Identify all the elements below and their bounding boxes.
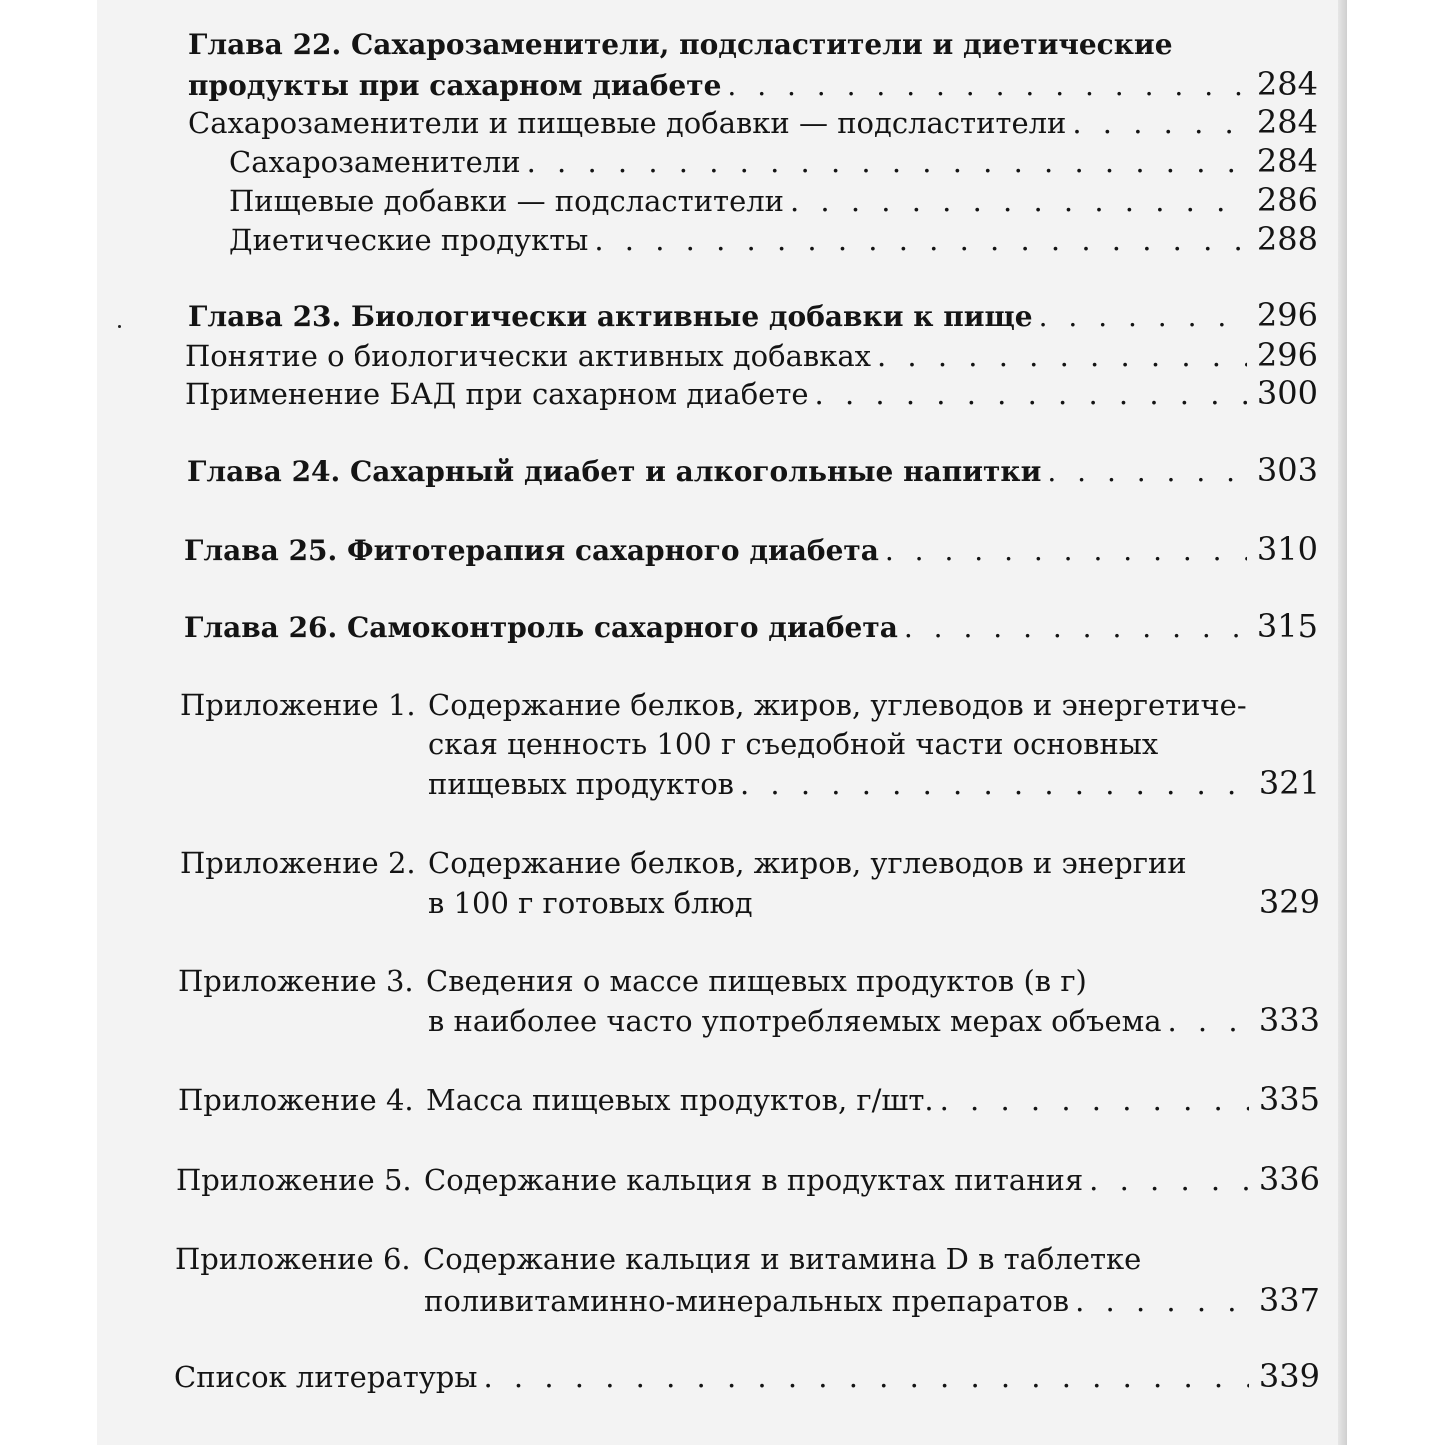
page-number: 296: [1256, 336, 1318, 374]
leader-dots: [904, 610, 1247, 646]
leader-dots: [1039, 299, 1247, 335]
entry-text: Содержание кальция и витамина D в таблетке: [423, 1242, 1142, 1276]
toc-appendix-3-line1: [178, 963, 1320, 999]
page-number: 337: [1258, 1281, 1320, 1319]
leader-dots: [1075, 1283, 1249, 1319]
toc-ch22-section: [188, 104, 1318, 141]
entry-text: Содержание кальция в продуктах питания: [424, 1163, 1084, 1197]
entry-text: Список литературы: [174, 1360, 478, 1394]
leader-dots: [594, 222, 1247, 258]
toc-appendix-1-line2: [428, 726, 1320, 762]
leader-dots: [727, 68, 1247, 104]
entry-text: Глава 23. Биологически активные добавки к пище: [188, 300, 1033, 333]
leader-dots: [790, 183, 1247, 219]
entry-text: Сахарозаменители: [229, 145, 521, 179]
toc-appendix-4: [178, 1081, 1320, 1118]
appendix-label: Приложение 4.: [178, 1083, 414, 1117]
appendix-label: Приложение 5.: [176, 1163, 412, 1197]
toc-ch22-subsection-2: [229, 182, 1318, 219]
entry-text: в наиболее часто употребляемых мерах объема: [428, 1004, 1162, 1038]
toc-appendix-2-line1: [180, 845, 1320, 881]
entry-text: Пищевые добавки — подсластители: [229, 184, 784, 218]
toc-references: [174, 1358, 1320, 1395]
toc-appendix-1-line3: [428, 765, 1320, 802]
leader-dots: [527, 144, 1247, 180]
entry-text: Глава 26. Самоконтроль сахарного диабета: [184, 611, 898, 644]
entry-text: Глава 25. Фитотерапия сахарного диабета: [184, 534, 879, 567]
entry-text: Масса пищевых продуктов, г/шт.: [426, 1083, 934, 1117]
appendix-label: Приложение 2.: [180, 846, 416, 880]
page-number: 284: [1256, 103, 1318, 141]
entry-text: продукты при сахарном диабете: [188, 69, 722, 102]
leader-dots: [1168, 1003, 1249, 1039]
toc-appendix-2-line2: [428, 884, 1320, 921]
toc-ch22-subsection-1: [229, 143, 1318, 180]
page-number: 303: [1256, 451, 1318, 489]
leader-dots: [1047, 454, 1247, 490]
entry-text: поливитаминно-минеральных препаратов: [424, 1284, 1070, 1318]
toc-ch23-section-2: [185, 375, 1318, 412]
page-number: 336: [1258, 1160, 1320, 1198]
page-number: 339: [1258, 1357, 1320, 1395]
entry-text: Сахарозаменители и пищевые добавки — подсластители: [188, 106, 1067, 140]
entry-text: Понятие о биологически активных добавках: [185, 339, 871, 373]
page-edge: [1338, 0, 1347, 1445]
toc-appendix-5: [176, 1161, 1320, 1198]
leader-dots: [1072, 105, 1247, 141]
entry-text: Содержание белков, жиров, углеводов и энергии: [428, 846, 1187, 880]
page-number: 286: [1256, 181, 1318, 219]
toc-ch22-title-line2: [188, 66, 1318, 104]
toc-appendix-3-line2: [428, 1002, 1320, 1039]
page-number: 321: [1258, 764, 1320, 802]
page-number: 315: [1256, 607, 1318, 645]
page-number: 300: [1256, 374, 1318, 412]
toc-ch22-subsection-3: [229, 221, 1318, 258]
toc-appendix-6-line1: [175, 1241, 1320, 1277]
page-number: 310: [1256, 530, 1318, 568]
appendix-label: Приложение 1.: [180, 688, 416, 722]
entry-text: Применение БАД при сахарном диабете: [185, 377, 809, 411]
entry-text: Диетические продукты: [229, 223, 589, 257]
toc-ch22-title-line1: [188, 27, 1318, 63]
entry-text: пищевых продуктов: [428, 767, 734, 801]
entry-text: Сведения о массе пищевых продуктов (в г): [426, 964, 1087, 998]
page-number: 329: [1258, 883, 1320, 921]
leader-dots: [740, 766, 1249, 802]
page-number: 333: [1258, 1001, 1320, 1039]
leader-dots: [1089, 1162, 1249, 1198]
page-number: 284: [1256, 65, 1318, 103]
entry-text: в 100 г готовых блюд: [428, 886, 753, 920]
toc-ch24-title: [187, 452, 1318, 490]
page-number: 288: [1256, 220, 1318, 258]
appendix-label: Приложение 6.: [175, 1242, 411, 1276]
page-number: 296: [1256, 296, 1318, 334]
page-number: 335: [1258, 1080, 1320, 1118]
leader-dots: [940, 1082, 1249, 1118]
toc-ch23-title: [188, 297, 1318, 335]
toc-ch25-title: [184, 531, 1318, 569]
leader-dots: [877, 338, 1247, 374]
toc-appendix-1-line1: [180, 687, 1320, 723]
toc-ch26-title: [184, 608, 1318, 646]
toc-ch23-section-1: [185, 337, 1318, 374]
page-number: 284: [1256, 142, 1318, 180]
entry-text: Глава 22. Сахарозаменители, подсластители и диетические: [188, 28, 1173, 61]
entry-text: ская ценность 100 г съедобной части основных: [428, 727, 1159, 761]
leader-dots: [815, 376, 1247, 412]
print-speck: [118, 325, 121, 328]
entry-text: Глава 24. Сахарный диабет и алкогольные напитки: [187, 455, 1042, 488]
entry-text: Содержание белков, жиров, углеводов и энергетиче-: [428, 688, 1247, 722]
leader-dots: [885, 533, 1247, 569]
appendix-label: Приложение 3.: [178, 964, 414, 998]
leader-dots: [483, 1359, 1248, 1395]
toc-appendix-6-line2: [424, 1282, 1320, 1319]
